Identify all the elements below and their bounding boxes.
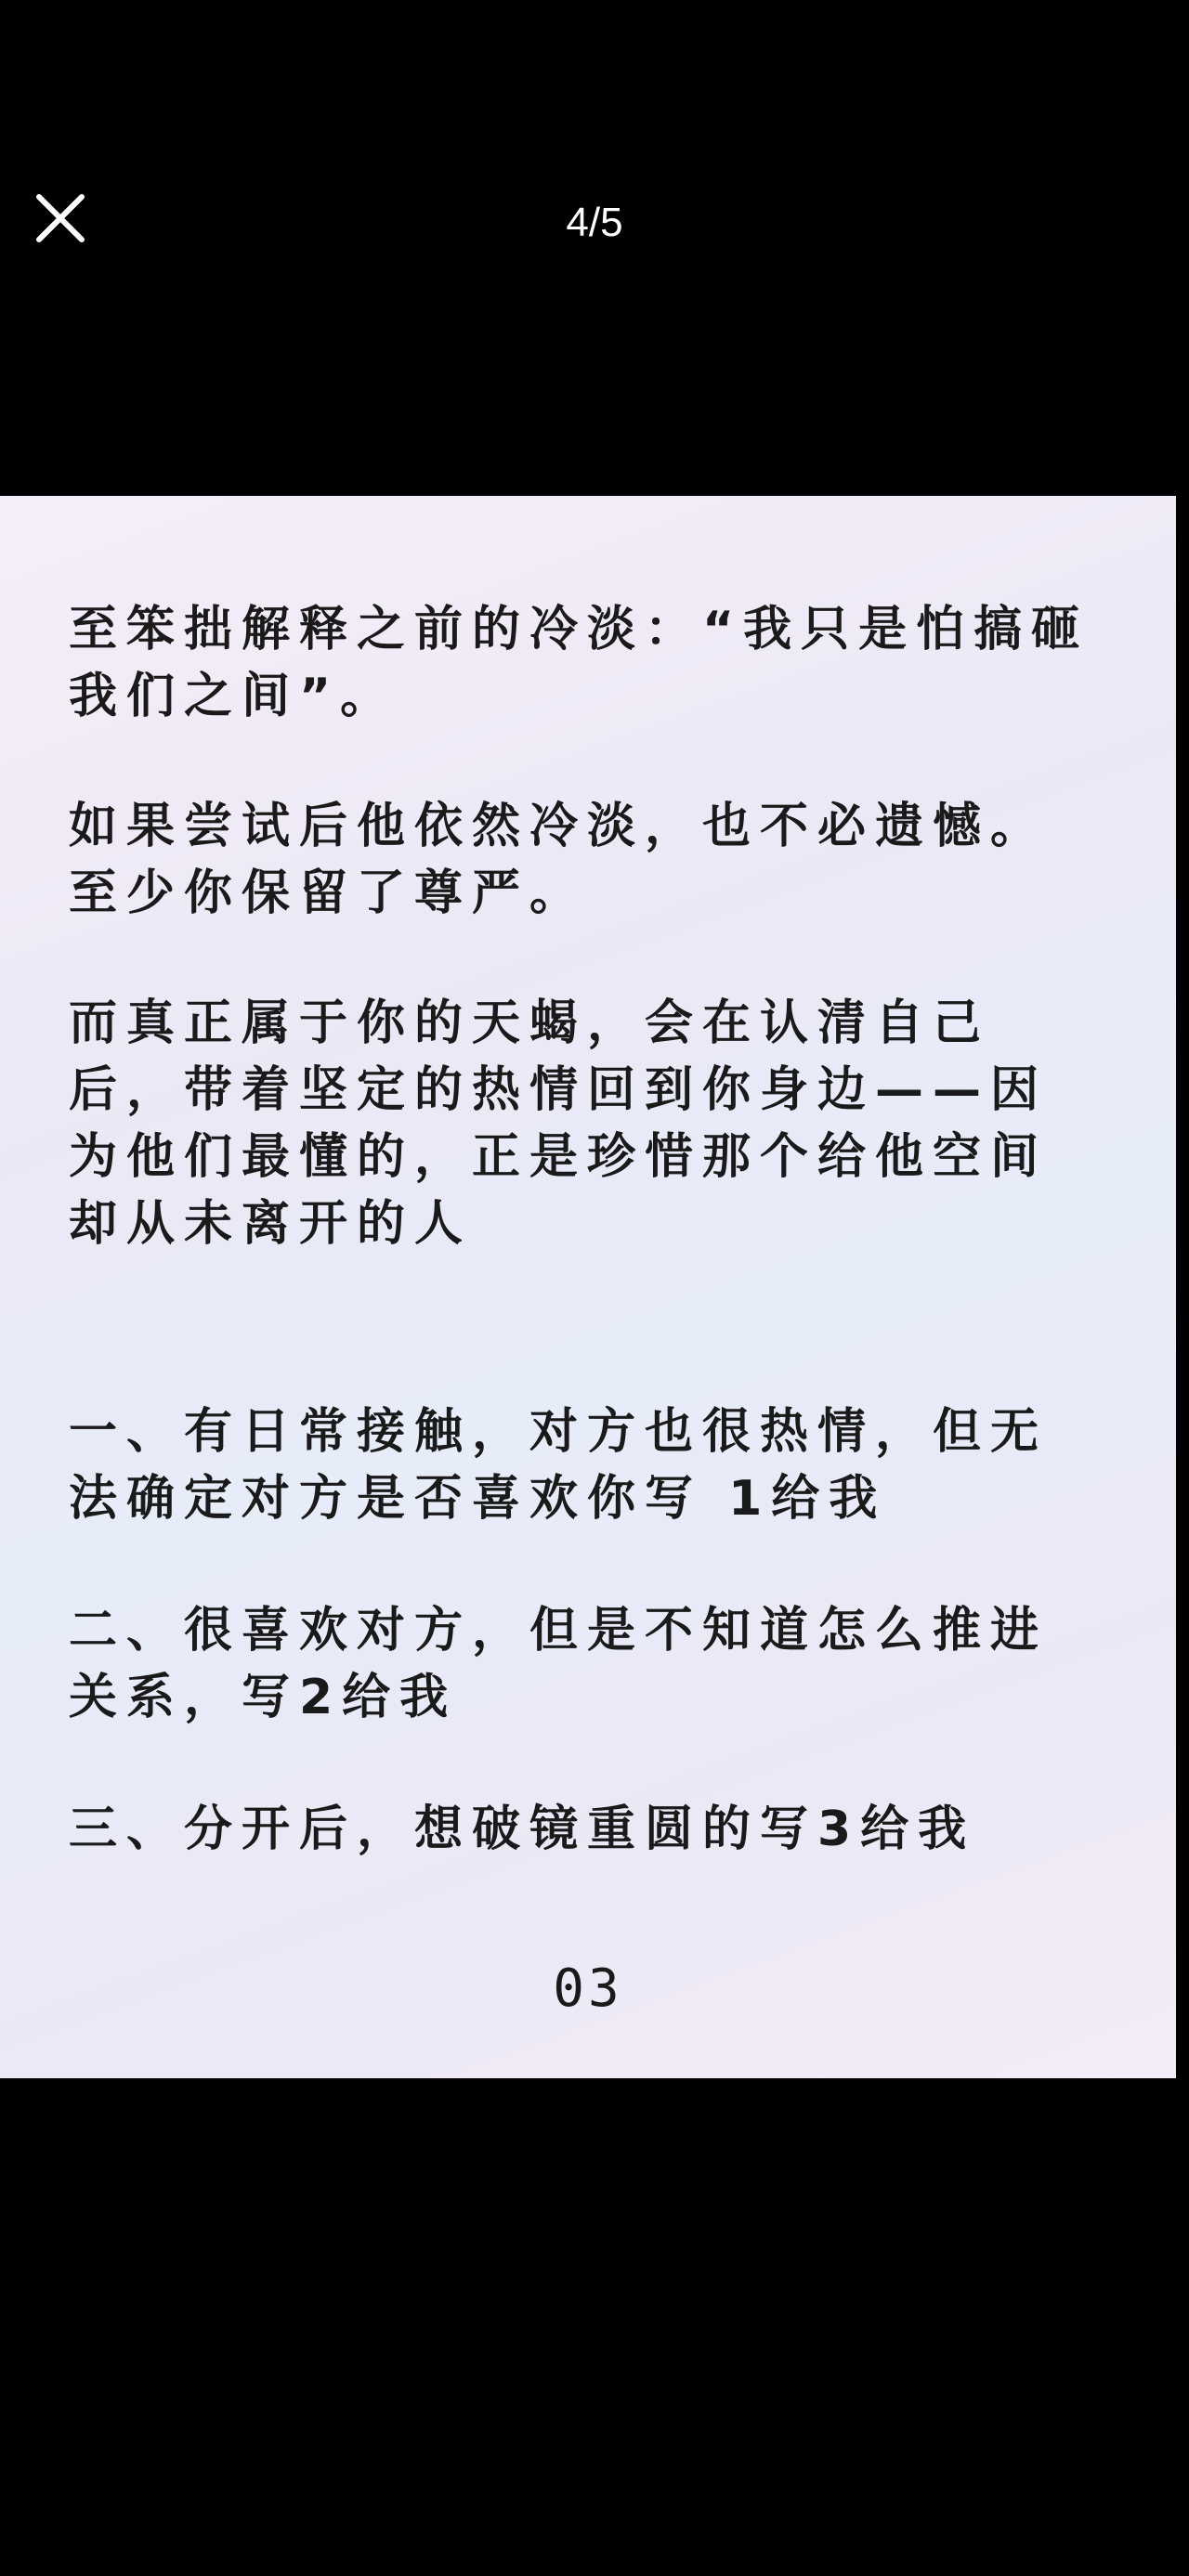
viewer-top-bar	[0, 0, 1189, 446]
viewer-bottom-area	[0, 2078, 1189, 2576]
paragraph-1: 至笨拙解释之前的冷淡：“我只是怕搞砸我们之间”。	[69, 602, 1090, 724]
paragraph-3: 而真正属于你的天蝎，会在认清自己后，带着坚定的热情回到你身边——因为他们最懂的，正是珍惜那个给他空间却从未离开的人	[69, 995, 1049, 1252]
option-1: 一、有日常接触，对方也很热情，但无法确定对方是否喜欢你写 1给我	[69, 1404, 1049, 1527]
image-counter: 4/5	[566, 200, 623, 245]
viewed-image[interactable]	[0, 496, 1176, 2078]
option-3: 三、分开后，想破镜重圆的写3给我	[69, 1802, 976, 1857]
paragraph-2: 如果尝试后他依然冷淡，也不必遗憾。至少你保留了尊严。	[69, 799, 1049, 921]
page-number: 03	[553, 1958, 623, 2019]
option-2: 二、很喜欢对方，但是不知道怎么推进关系，写2给我	[69, 1603, 1049, 1725]
